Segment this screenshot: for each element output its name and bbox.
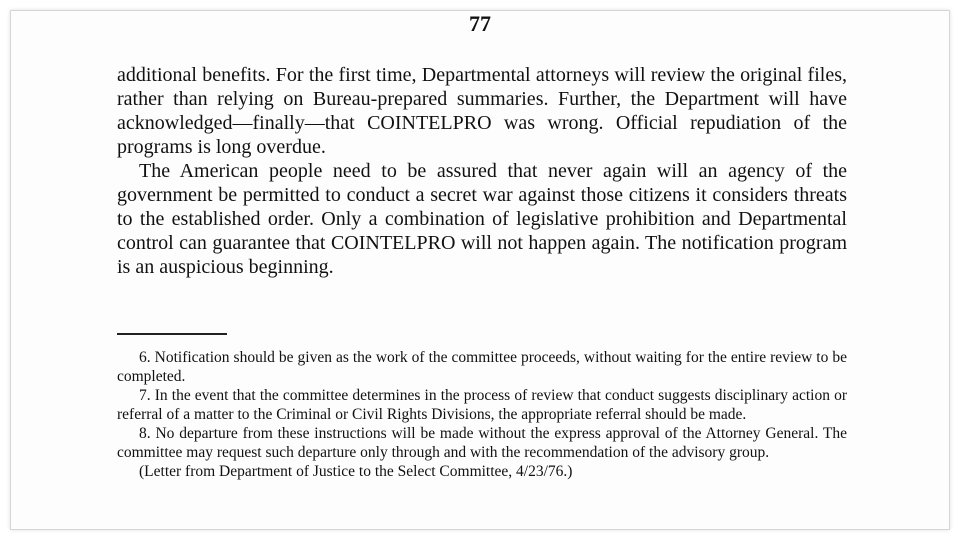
page-number: 77 <box>469 11 491 36</box>
footnote-7: 7. In the event that the committee determines in the process of review that conduct suggests disciplinary action or referral of a matter to the Criminal or Civil Rights Divisions, the appropriate referral should be made. <box>117 387 847 423</box>
body-text <box>117 63 847 279</box>
paragraph: additional benefits. For the first time, Departmental attorneys will review the original files, rather than relying on Bureau-prepared summaries. Further, the Department will have acknowledged—finally—that COINTELPRO was wrong. Official repudiation of the programs is long overdue. <box>117 64 847 158</box>
footnotes <box>117 348 847 481</box>
footnote-8: 8. No departure from these instructions will be made without the express approval of the Attorney General. The committee may request such departure only through and with the recommendation of the advisory group. <box>117 425 847 461</box>
paragraph: The American people need to be assured that never again will an agency of the government be permitted to conduct a secret war against those citizens it considers threats to the established order. Only a combination of legislative prohibition and Departmental control can guarantee that COINTELPRO will not happen again. The notification program is an auspicious beginning. <box>117 160 847 278</box>
document-page <box>10 10 950 530</box>
footnote-6: 6. Notification should be given as the work of the committee proceeds, without waiting for the entire review to be completed. <box>117 349 847 385</box>
footnote-divider <box>117 333 227 335</box>
source-citation: (Letter from Department of Justice to the Select Committee, 4/23/76.) <box>139 463 573 480</box>
